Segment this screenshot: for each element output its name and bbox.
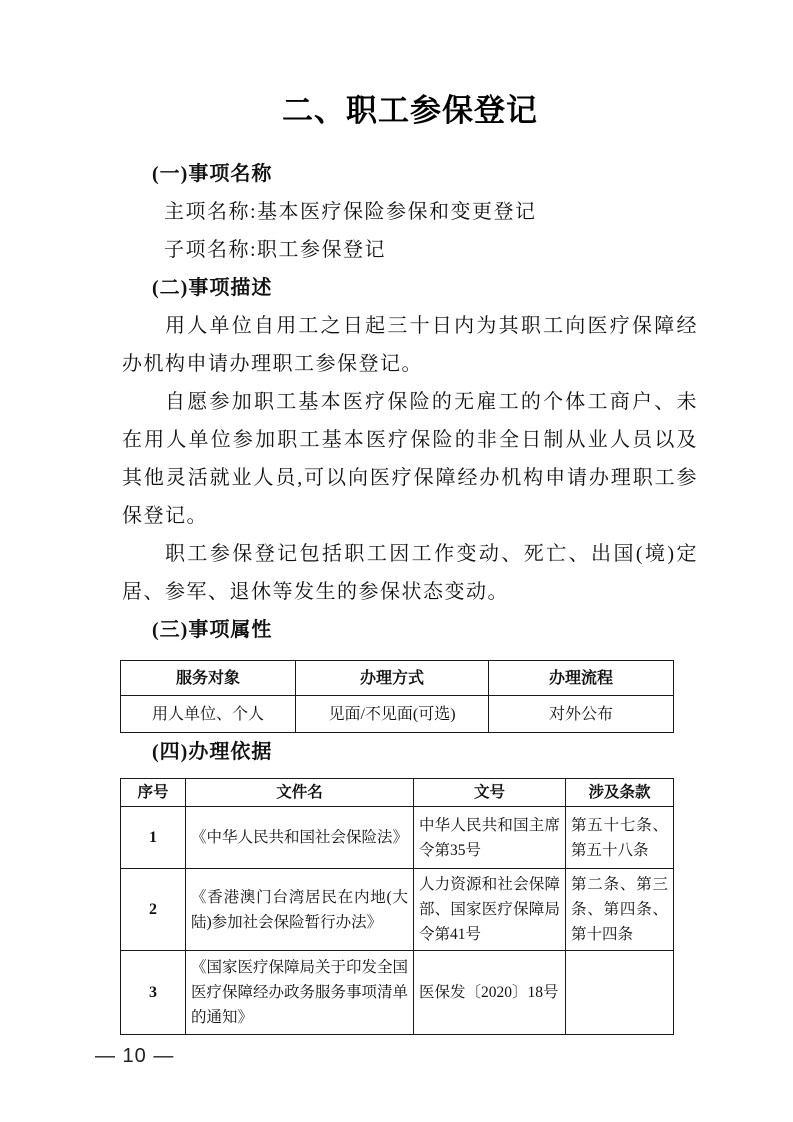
basis-header-document-number: 文号	[414, 779, 566, 807]
attribute-table-header-row	[121, 661, 674, 696]
attribute-header-service-target: 服务对象	[121, 661, 296, 696]
description-paragraph-2: 自愿参加职工基本医疗保险的无雇工的个体工商户、未在用人单位参加职工基本医疗保险的非全日制从业人员以及其他灵活就业人员,可以向医疗保障经办机构申请办理职工参保登记。	[122, 391, 698, 527]
page-number: — 10 —	[95, 1045, 175, 1067]
basis-cell-document-name: 《国家医疗保障局关于印发全国医疗保障经办政务服务事项清单的通知》	[186, 951, 414, 1035]
basis-header-document-name: 文件名	[186, 779, 414, 807]
basis-cell-document-number: 人力资源和社会保障部、国家医疗保障局令第41号	[414, 869, 566, 951]
section-heading-item-description: (二)事项描述	[152, 277, 273, 299]
basis-table-header-row	[121, 779, 674, 807]
attribute-cell-handling-method: 见面/不见面(可选)	[296, 696, 489, 733]
description-paragraph-1: 用人单位自用工之日起三十日内为其职工向医疗保障经办机构申请办理职工参保登记。	[122, 315, 698, 375]
main-item-name-line: 主项名称:基本医疗保险参保和变更登记	[164, 201, 537, 223]
basis-header-related-articles: 涉及条款	[566, 779, 674, 807]
basis-cell-index: 2	[121, 869, 186, 951]
basis-cell-document-number: 医保发〔2020〕18号	[414, 951, 566, 1035]
basis-cell-index: 3	[121, 951, 186, 1035]
basis-table-row-1	[121, 807, 674, 869]
attribute-table-data-row	[121, 696, 674, 733]
section-heading-item-name: (一)事项名称	[152, 163, 273, 185]
basis-table-row-2	[121, 869, 674, 951]
basis-cell-document-name: 《中华人民共和国社会保险法》	[186, 807, 414, 869]
page-title: 二、职工参保登记	[282, 93, 538, 128]
sub-item-name-line: 子项名称:职工参保登记	[164, 239, 387, 261]
document-body	[122, 155, 698, 1035]
section-heading-handling-basis: (四)办理依据	[152, 741, 273, 763]
attribute-cell-service-target: 用人单位、个人	[121, 696, 296, 733]
description-paragraph-3: 职工参保登记包括职工因工作变动、死亡、出国(境)定居、参军、退休等发生的参保状态变动。	[122, 543, 698, 603]
attribute-cell-handling-process: 对外公布	[489, 696, 674, 733]
attribute-table	[120, 660, 674, 733]
attribute-header-handling-method: 办理方式	[296, 661, 489, 696]
attribute-header-handling-process: 办理流程	[489, 661, 674, 696]
section-heading-item-attributes: (三)事项属性	[152, 619, 273, 641]
basis-cell-index: 1	[121, 807, 186, 869]
basis-header-index: 序号	[121, 779, 186, 807]
basis-cell-document-number: 中华人民共和国主席令第35号	[414, 807, 566, 869]
basis-cell-related-articles	[566, 951, 674, 1035]
basis-cell-related-articles: 第五十七条、第五十八条	[566, 807, 674, 869]
basis-table-row-3	[121, 951, 674, 1035]
basis-table	[120, 778, 674, 1035]
basis-cell-document-name: 《香港澳门台湾居民在内地(大陆)参加社会保险暂行办法》	[186, 869, 414, 951]
basis-cell-related-articles: 第二条、第三条、第四条、第十四条	[566, 869, 674, 951]
